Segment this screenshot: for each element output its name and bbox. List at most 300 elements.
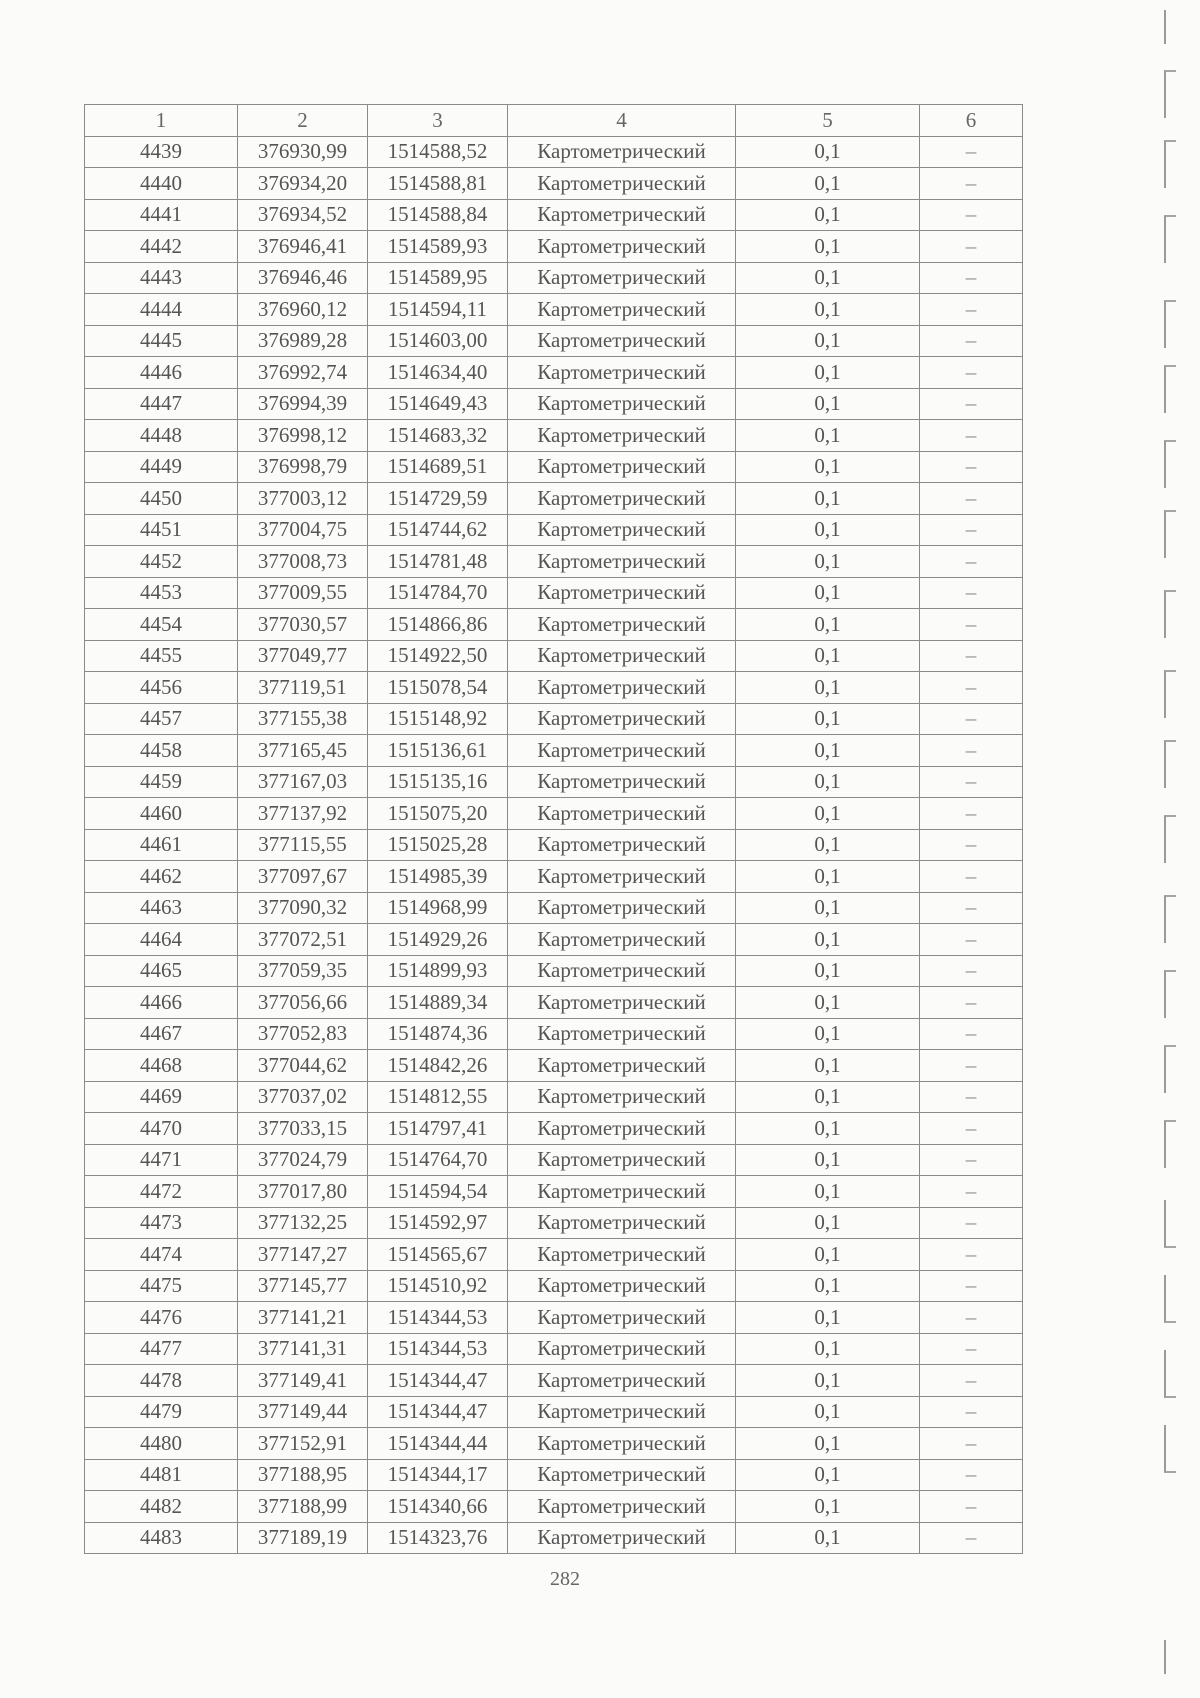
table-row <box>85 451 1023 483</box>
cell-point-number: 4472 <box>85 1176 238 1208</box>
cell-coord-y: 1514344,53 <box>368 1333 508 1365</box>
table-row <box>85 1459 1023 1491</box>
cell-coord-x: 376994,39 <box>238 388 368 420</box>
cell-coord-y: 1514510,92 <box>368 1270 508 1302</box>
cell-accuracy: 0,1 <box>736 1113 920 1145</box>
cell-point-number: 4471 <box>85 1144 238 1176</box>
cell-coord-x: 377188,95 <box>238 1459 368 1491</box>
table-row <box>85 861 1023 893</box>
cell-method: Картометрический <box>508 168 736 200</box>
cell-method: Картометрический <box>508 955 736 987</box>
cell-coord-x: 377049,77 <box>238 640 368 672</box>
cell-method: Картометрический <box>508 388 736 420</box>
cell-note: – <box>920 829 1023 861</box>
cell-coord-x: 377044,62 <box>238 1050 368 1082</box>
cell-accuracy: 0,1 <box>736 262 920 294</box>
cell-note: – <box>920 199 1023 231</box>
table-row <box>85 1176 1023 1208</box>
cell-note: – <box>920 294 1023 326</box>
cell-note: – <box>920 892 1023 924</box>
table-row <box>85 199 1023 231</box>
cell-point-number: 4451 <box>85 514 238 546</box>
cell-method: Картометрический <box>508 829 736 861</box>
cell-coord-y: 1514985,39 <box>368 861 508 893</box>
cell-method: Картометрический <box>508 798 736 830</box>
cell-method: Картометрический <box>508 892 736 924</box>
cell-note: – <box>920 1239 1023 1271</box>
cell-method: Картометрический <box>508 357 736 389</box>
table-row <box>85 1018 1023 1050</box>
cell-method: Картометрический <box>508 294 736 326</box>
cell-coord-y: 1514344,17 <box>368 1459 508 1491</box>
cell-coord-x: 376960,12 <box>238 294 368 326</box>
cell-coord-y: 1514784,70 <box>368 577 508 609</box>
cell-method: Картометрический <box>508 199 736 231</box>
cell-coord-x: 377004,75 <box>238 514 368 546</box>
cell-accuracy: 0,1 <box>736 357 920 389</box>
binding-mark <box>1164 670 1176 718</box>
cell-note: – <box>920 1207 1023 1239</box>
cell-point-number: 4481 <box>85 1459 238 1491</box>
cell-note: – <box>920 987 1023 1019</box>
cell-note: – <box>920 136 1023 168</box>
cell-point-number: 4475 <box>85 1270 238 1302</box>
cell-point-number: 4456 <box>85 672 238 704</box>
cell-note: – <box>920 1113 1023 1145</box>
cell-coord-y: 1514968,99 <box>368 892 508 924</box>
table-row <box>85 325 1023 357</box>
binding-mark <box>1164 140 1176 188</box>
table-row <box>85 1239 1023 1271</box>
cell-accuracy: 0,1 <box>736 231 920 263</box>
cell-accuracy: 0,1 <box>736 1270 920 1302</box>
cell-note: – <box>920 1144 1023 1176</box>
binding-mark <box>1164 365 1176 413</box>
cell-coord-y: 1514344,44 <box>368 1428 508 1460</box>
table-row <box>85 1270 1023 1302</box>
cell-note: – <box>920 1396 1023 1428</box>
table-row <box>85 262 1023 294</box>
binding-mark <box>1164 1275 1176 1323</box>
cell-accuracy: 0,1 <box>736 420 920 452</box>
table-row <box>85 1428 1023 1460</box>
cell-coord-x: 377152,91 <box>238 1428 368 1460</box>
cell-note: – <box>920 1491 1023 1523</box>
cell-accuracy: 0,1 <box>736 735 920 767</box>
cell-coord-y: 1514764,70 <box>368 1144 508 1176</box>
cell-note: – <box>920 1302 1023 1334</box>
cell-point-number: 4482 <box>85 1491 238 1523</box>
cell-coord-x: 377147,27 <box>238 1239 368 1271</box>
cell-point-number: 4442 <box>85 231 238 263</box>
cell-method: Картометрический <box>508 1113 736 1145</box>
cell-coord-x: 376930,99 <box>238 136 368 168</box>
cell-point-number: 4479 <box>85 1396 238 1428</box>
column-header-2: 2 <box>238 105 368 137</box>
binding-mark <box>1164 1350 1176 1398</box>
cell-point-number: 4443 <box>85 262 238 294</box>
cell-accuracy: 0,1 <box>736 829 920 861</box>
cell-coord-x: 377017,80 <box>238 1176 368 1208</box>
cell-note: – <box>920 168 1023 200</box>
cell-accuracy: 0,1 <box>736 609 920 641</box>
cell-point-number: 4478 <box>85 1365 238 1397</box>
cell-note: – <box>920 640 1023 672</box>
cell-method: Картометрический <box>508 1428 736 1460</box>
cell-coord-y: 1514589,95 <box>368 262 508 294</box>
binding-mark <box>1164 895 1176 943</box>
cell-method: Картометрический <box>508 1207 736 1239</box>
cell-coord-x: 377115,55 <box>238 829 368 861</box>
cell-note: – <box>920 231 1023 263</box>
cell-coord-x: 377149,41 <box>238 1365 368 1397</box>
cell-accuracy: 0,1 <box>736 1396 920 1428</box>
cell-point-number: 4477 <box>85 1333 238 1365</box>
table-row <box>85 514 1023 546</box>
cell-note: – <box>920 766 1023 798</box>
cell-coord-y: 1514323,76 <box>368 1522 508 1554</box>
cell-note: – <box>920 1176 1023 1208</box>
cell-note: – <box>920 388 1023 420</box>
cell-coord-x: 376998,79 <box>238 451 368 483</box>
cell-method: Картометрический <box>508 136 736 168</box>
cell-note: – <box>920 1270 1023 1302</box>
cell-accuracy: 0,1 <box>736 136 920 168</box>
cell-coord-y: 1514594,11 <box>368 294 508 326</box>
cell-method: Картометрический <box>508 577 736 609</box>
cell-coord-y: 1514344,47 <box>368 1396 508 1428</box>
cell-point-number: 4476 <box>85 1302 238 1334</box>
binding-mark <box>1164 970 1176 1018</box>
cell-method: Картометрический <box>508 1333 736 1365</box>
cell-coord-y: 1514344,47 <box>368 1365 508 1397</box>
cell-accuracy: 0,1 <box>736 1018 920 1050</box>
cell-note: – <box>920 955 1023 987</box>
table-row <box>85 546 1023 578</box>
cell-method: Картометрический <box>508 546 736 578</box>
cell-note: – <box>920 1050 1023 1082</box>
cell-point-number: 4460 <box>85 798 238 830</box>
cell-accuracy: 0,1 <box>736 199 920 231</box>
cell-point-number: 4454 <box>85 609 238 641</box>
table-row <box>85 420 1023 452</box>
cell-accuracy: 0,1 <box>736 640 920 672</box>
cell-method: Картометрический <box>508 703 736 735</box>
cell-coord-x: 377167,03 <box>238 766 368 798</box>
cell-note: – <box>920 1522 1023 1554</box>
cell-accuracy: 0,1 <box>736 1459 920 1491</box>
binding-mark <box>1164 1425 1176 1473</box>
cell-coord-x: 376934,52 <box>238 199 368 231</box>
binding-mark <box>1164 300 1176 348</box>
cell-coord-y: 1515078,54 <box>368 672 508 704</box>
cell-accuracy: 0,1 <box>736 987 920 1019</box>
table-row <box>85 924 1023 956</box>
cell-point-number: 4462 <box>85 861 238 893</box>
cell-point-number: 4439 <box>85 136 238 168</box>
cell-accuracy: 0,1 <box>736 924 920 956</box>
cell-method: Картометрический <box>508 420 736 452</box>
cell-method: Картометрический <box>508 672 736 704</box>
cell-point-number: 4455 <box>85 640 238 672</box>
cell-accuracy: 0,1 <box>736 483 920 515</box>
cell-coord-x: 377188,99 <box>238 1491 368 1523</box>
table-row <box>85 955 1023 987</box>
cell-coord-y: 1514594,54 <box>368 1176 508 1208</box>
cell-accuracy: 0,1 <box>736 1081 920 1113</box>
cell-point-number: 4449 <box>85 451 238 483</box>
cell-point-number: 4448 <box>85 420 238 452</box>
cell-accuracy: 0,1 <box>736 955 920 987</box>
table-row <box>85 1113 1023 1145</box>
cell-coord-x: 377024,79 <box>238 1144 368 1176</box>
cell-method: Картометрический <box>508 861 736 893</box>
table-row <box>85 1081 1023 1113</box>
binding-mark <box>1164 1045 1176 1093</box>
header-row <box>85 105 1023 137</box>
cell-point-number: 4444 <box>85 294 238 326</box>
cell-note: – <box>920 1428 1023 1460</box>
cell-coord-x: 377149,44 <box>238 1396 368 1428</box>
cell-method: Картометрический <box>508 1459 736 1491</box>
cell-note: – <box>920 451 1023 483</box>
cell-point-number: 4474 <box>85 1239 238 1271</box>
cell-method: Картометрический <box>508 1270 736 1302</box>
cell-method: Картометрический <box>508 1396 736 1428</box>
table-row <box>85 1050 1023 1082</box>
table-row <box>85 1491 1023 1523</box>
cell-coord-y: 1515136,61 <box>368 735 508 767</box>
cell-coord-x: 377003,12 <box>238 483 368 515</box>
cell-coord-y: 1514866,86 <box>368 609 508 641</box>
table-row <box>85 1302 1023 1334</box>
cell-coord-x: 377165,45 <box>238 735 368 767</box>
table-row <box>85 735 1023 767</box>
table-row <box>85 766 1023 798</box>
table-row <box>85 1396 1023 1428</box>
table-row <box>85 483 1023 515</box>
cell-note: – <box>920 1081 1023 1113</box>
cell-note: – <box>920 483 1023 515</box>
cell-accuracy: 0,1 <box>736 861 920 893</box>
cell-note: – <box>920 325 1023 357</box>
cell-coord-x: 377132,25 <box>238 1207 368 1239</box>
cell-coord-y: 1514689,51 <box>368 451 508 483</box>
cell-coord-y: 1514603,00 <box>368 325 508 357</box>
table-row <box>85 703 1023 735</box>
cell-point-number: 4465 <box>85 955 238 987</box>
column-header-6: 6 <box>920 105 1023 137</box>
cell-point-number: 4457 <box>85 703 238 735</box>
cell-accuracy: 0,1 <box>736 1302 920 1334</box>
table-row <box>85 829 1023 861</box>
table-row <box>85 388 1023 420</box>
cell-accuracy: 0,1 <box>736 1333 920 1365</box>
cell-accuracy: 0,1 <box>736 168 920 200</box>
coordinates-table <box>84 104 1023 1554</box>
cell-coord-x: 376998,12 <box>238 420 368 452</box>
cell-method: Картометрический <box>508 1302 736 1334</box>
cell-coord-x: 377052,83 <box>238 1018 368 1050</box>
cell-coord-x: 376989,28 <box>238 325 368 357</box>
cell-note: – <box>920 420 1023 452</box>
cell-coord-y: 1514842,26 <box>368 1050 508 1082</box>
column-header-1: 1 <box>85 105 238 137</box>
cell-method: Картометрический <box>508 1144 736 1176</box>
cell-coord-y: 1514922,50 <box>368 640 508 672</box>
cell-coord-x: 377090,32 <box>238 892 368 924</box>
cell-accuracy: 0,1 <box>736 1050 920 1082</box>
cell-note: – <box>920 703 1023 735</box>
cell-coord-y: 1515148,92 <box>368 703 508 735</box>
cell-coord-y: 1514592,97 <box>368 1207 508 1239</box>
binding-mark <box>1164 510 1176 558</box>
cell-coord-x: 377119,51 <box>238 672 368 704</box>
cell-coord-x: 377072,51 <box>238 924 368 956</box>
cell-note: – <box>920 1459 1023 1491</box>
cell-coord-y: 1514565,67 <box>368 1239 508 1271</box>
cell-accuracy: 0,1 <box>736 294 920 326</box>
binding-tick <box>1164 10 1166 44</box>
column-header-3: 3 <box>368 105 508 137</box>
cell-accuracy: 0,1 <box>736 1428 920 1460</box>
cell-method: Картометрический <box>508 1522 736 1554</box>
cell-note: – <box>920 514 1023 546</box>
column-header-4: 4 <box>508 105 736 137</box>
cell-coord-y: 1514899,93 <box>368 955 508 987</box>
cell-coord-x: 376992,74 <box>238 357 368 389</box>
table-row <box>85 168 1023 200</box>
cell-point-number: 4466 <box>85 987 238 1019</box>
cell-coord-x: 377145,77 <box>238 1270 368 1302</box>
cell-accuracy: 0,1 <box>736 1176 920 1208</box>
cell-point-number: 4463 <box>85 892 238 924</box>
cell-coord-y: 1514812,55 <box>368 1081 508 1113</box>
cell-coord-x: 377037,02 <box>238 1081 368 1113</box>
cell-accuracy: 0,1 <box>736 798 920 830</box>
cell-point-number: 4461 <box>85 829 238 861</box>
page-number: 282 <box>550 1568 580 1590</box>
table-row <box>85 672 1023 704</box>
cell-coord-y: 1514344,53 <box>368 1302 508 1334</box>
cell-coord-x: 377033,15 <box>238 1113 368 1145</box>
cell-coord-x: 376946,41 <box>238 231 368 263</box>
cell-accuracy: 0,1 <box>736 766 920 798</box>
cell-coord-y: 1514588,52 <box>368 136 508 168</box>
cell-method: Картометрический <box>508 262 736 294</box>
cell-point-number: 4452 <box>85 546 238 578</box>
table-row <box>85 1144 1023 1176</box>
cell-point-number: 4458 <box>85 735 238 767</box>
table-row <box>85 798 1023 830</box>
cell-coord-x: 377008,73 <box>238 546 368 578</box>
cell-method: Картометрический <box>508 1491 736 1523</box>
binding-mark <box>1164 1200 1176 1248</box>
cell-method: Картометрический <box>508 924 736 956</box>
cell-method: Картометрический <box>508 987 736 1019</box>
cell-note: – <box>920 262 1023 294</box>
cell-point-number: 4446 <box>85 357 238 389</box>
cell-coord-y: 1515025,28 <box>368 829 508 861</box>
cell-coord-x: 377030,57 <box>238 609 368 641</box>
cell-note: – <box>920 1018 1023 1050</box>
binding-mark <box>1164 1120 1176 1168</box>
cell-coord-x: 377097,67 <box>238 861 368 893</box>
cell-coord-y: 1514588,81 <box>368 168 508 200</box>
cell-coord-x: 376946,46 <box>238 262 368 294</box>
cell-point-number: 4445 <box>85 325 238 357</box>
cell-point-number: 4470 <box>85 1113 238 1145</box>
table-row <box>85 1365 1023 1397</box>
cell-accuracy: 0,1 <box>736 892 920 924</box>
cell-note: – <box>920 546 1023 578</box>
cell-point-number: 4459 <box>85 766 238 798</box>
cell-coord-y: 1514634,40 <box>368 357 508 389</box>
cell-coord-x: 377137,92 <box>238 798 368 830</box>
cell-method: Картометрический <box>508 1239 736 1271</box>
cell-method: Картометрический <box>508 325 736 357</box>
cell-note: – <box>920 735 1023 767</box>
cell-method: Картометрический <box>508 766 736 798</box>
cell-accuracy: 0,1 <box>736 1144 920 1176</box>
table-row <box>85 987 1023 1019</box>
table-row <box>85 136 1023 168</box>
cell-point-number: 4464 <box>85 924 238 956</box>
cell-coord-y: 1514744,62 <box>368 514 508 546</box>
cell-accuracy: 0,1 <box>736 546 920 578</box>
cell-point-number: 4467 <box>85 1018 238 1050</box>
cell-note: – <box>920 924 1023 956</box>
cell-method: Картометрический <box>508 1081 736 1113</box>
cell-coord-y: 1515075,20 <box>368 798 508 830</box>
cell-coord-x: 377189,19 <box>238 1522 368 1554</box>
cell-point-number: 4483 <box>85 1522 238 1554</box>
binding-tick <box>1164 1640 1166 1674</box>
cell-point-number: 4453 <box>85 577 238 609</box>
cell-accuracy: 0,1 <box>736 672 920 704</box>
table-row <box>85 294 1023 326</box>
cell-method: Картометрический <box>508 1018 736 1050</box>
cell-method: Картометрический <box>508 514 736 546</box>
cell-accuracy: 0,1 <box>736 1239 920 1271</box>
cell-note: – <box>920 1365 1023 1397</box>
cell-coord-x: 377009,55 <box>238 577 368 609</box>
cell-coord-y: 1514589,93 <box>368 231 508 263</box>
cell-method: Картометрический <box>508 609 736 641</box>
cell-coord-y: 1514340,66 <box>368 1491 508 1523</box>
binding-mark <box>1164 740 1176 788</box>
cell-point-number: 4480 <box>85 1428 238 1460</box>
table-row <box>85 1333 1023 1365</box>
cell-accuracy: 0,1 <box>736 325 920 357</box>
cell-coord-y: 1514588,84 <box>368 199 508 231</box>
cell-accuracy: 0,1 <box>736 451 920 483</box>
cell-accuracy: 0,1 <box>736 577 920 609</box>
table-row <box>85 357 1023 389</box>
cell-note: – <box>920 861 1023 893</box>
cell-method: Картометрический <box>508 231 736 263</box>
table-row <box>85 640 1023 672</box>
cell-point-number: 4447 <box>85 388 238 420</box>
cell-coord-y: 1514874,36 <box>368 1018 508 1050</box>
column-header-5: 5 <box>736 105 920 137</box>
table-row <box>85 231 1023 263</box>
cell-coord-x: 376934,20 <box>238 168 368 200</box>
cell-method: Картометрический <box>508 640 736 672</box>
cell-method: Картометрический <box>508 1176 736 1208</box>
cell-coord-x: 377141,31 <box>238 1333 368 1365</box>
cell-coord-y: 1514781,48 <box>368 546 508 578</box>
